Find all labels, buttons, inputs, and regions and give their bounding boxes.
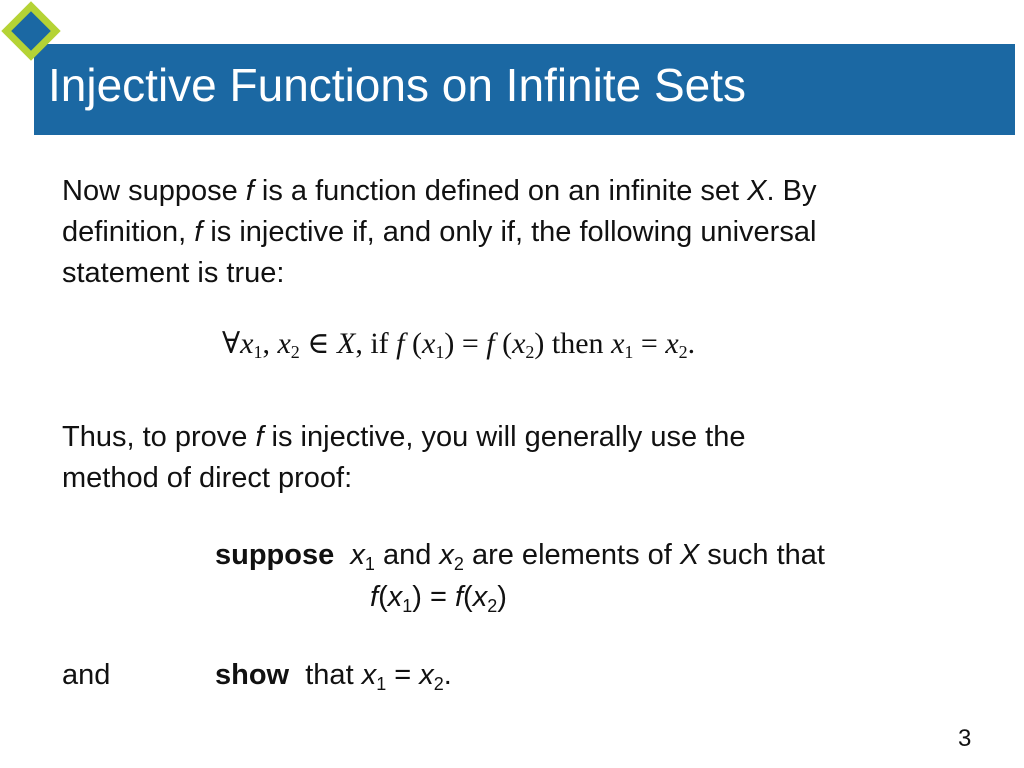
suppose-condition: $f(x_1) = f(x_2)$ (370, 581, 507, 616)
intro-line-3: statement is true: (62, 257, 285, 289)
direct-proof-paragraph (62, 417, 745, 499)
show-step: show that $x_1 = x_2$. (215, 659, 452, 694)
and-label: and (62, 659, 111, 691)
suppose-step: suppose $x_1$ and $x_2$ are elements of X such that (215, 539, 825, 574)
page-number: 3 (958, 725, 972, 752)
intro-line-2: definition, f is injective if, and only if, the following universal (62, 216, 817, 248)
universal-statement-formula: $\forall x_1$, $x_2$ ∈ X, if f $(x_1) = f$ $(x_2)$ then $x_1 = x_2$. (222, 327, 696, 362)
slide-title: Injective Functions on Infinite Sets (48, 59, 747, 111)
direct-proof-line-1: Thus, to prove f is injective, you will generally use the (62, 421, 746, 453)
intro-line-1: Now suppose f is a function defined on an infinite set X. By (62, 175, 817, 207)
intro-paragraph (62, 171, 816, 294)
direct-proof-line-2: method of direct proof: (62, 462, 353, 494)
